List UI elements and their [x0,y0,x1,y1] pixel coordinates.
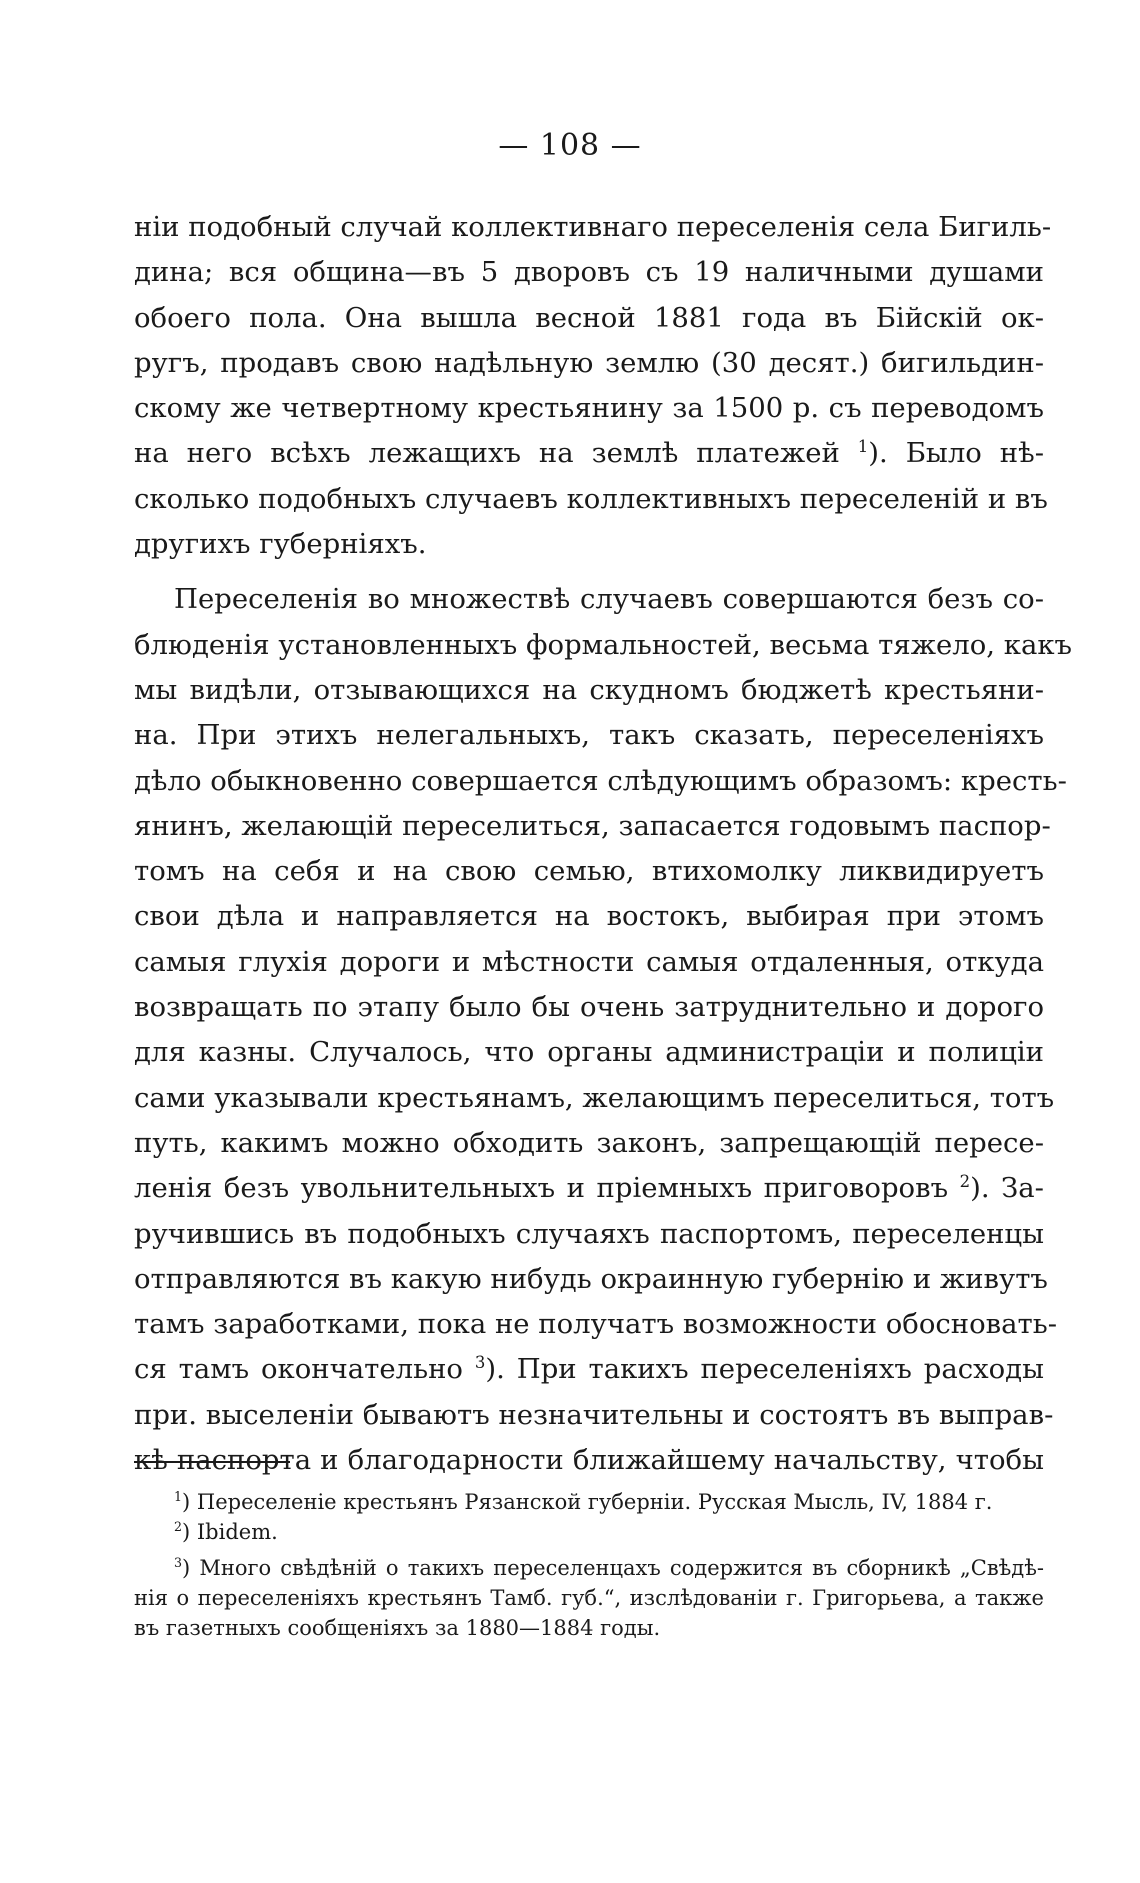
text-line: при. выселенiи бываютъ незначительны и состоятъ въ выправ- [134,1398,1054,1431]
text-line: свои дѣла и направляется на востокъ, выбирая при этомъ [134,900,1044,933]
footnote-ref: 1 [857,437,869,457]
footnote-mark: 3 [174,1555,183,1570]
footnote-text: ) Ibidem. [182,1520,278,1544]
text-line: кѣ паспорта и благодарности ближайшему начальству, чтобы [134,1444,1044,1477]
footnote-divider [134,1461,290,1463]
text-line [134,431,1044,476]
text-line: янинъ, желающiй переселиться, запасается годовымъ паспор- [134,809,1051,842]
text-line [134,1166,1044,1211]
footnote-2 [134,1517,1044,1547]
text-line: скому же четвертному крестьянину за 1500 р. съ переводомъ [134,392,1044,425]
footnote-mark: 2 [174,1519,183,1534]
text-segment: ). За- [970,1172,1044,1205]
text-line: на. При этихъ нелегальныхъ, такъ сказать, переселенiяхъ [134,719,1044,752]
text-segment: ). При такихъ переселенiяхъ расходы [485,1353,1045,1386]
footnote-1 [134,1487,1044,1517]
footnote-3 [134,1553,1044,1583]
text-line: сколько подобныхъ случаевъ коллективныхъ переселенiй и въ [134,482,1048,515]
text-line: дина; вся община—въ 5 дворовъ съ 19 наличными душами [134,256,1044,289]
footnote-ref: 2 [959,1172,971,1192]
footnote-text: ) Много свѣдѣнiй о такихъ переселенцахъ содержится въ сборникѣ „Свѣдѣ- [182,1556,1044,1580]
text-line: нiи подобный случай коллективнаго переселенiя села Бигиль- [134,211,1052,243]
text-line: дѣло обыкновенно совершается слѣдующимъ образомъ: кресть- [134,764,1067,797]
footnote-ref: 3 [474,1353,486,1373]
page-number: — 108 — [498,128,642,163]
text-line: томъ на себя и на свою семью, втихомолку ликвидируетъ [134,855,1044,888]
text-line: путь, какимъ можно обходить законъ, запрещающiй пересе- [134,1126,1044,1159]
text-segment: на него всѣхъ лежащихъ на землѣ платежей [134,437,840,470]
text-line: ручившись въ подобныхъ случаяхъ паспортомъ, переселенцы [134,1217,1044,1250]
text-line: отправляются въ какую нибудь окраинную губернiю и живутъ [134,1262,1048,1295]
text-segment: ся тамъ окончательно [134,1353,463,1386]
text-line: для казны. Случалось, что органы администрацiи и полицiи [134,1036,1044,1069]
text-segment: ленiя безъ увольнительныхъ и прiемныхъ приговоровъ [134,1172,949,1205]
body-text [134,205,1073,1483]
text-line: мы видѣли, отзывающихся на скудномъ бюджетѣ крестьяни- [134,673,1044,706]
text-line: блюденiя установленныхъ формальностей, весьма тяжело, какъ [134,628,1073,661]
text-line [134,1347,1044,1392]
text-line: самыя глухiя дороги и мѣстности самыя отдаленныя, откуда [134,945,1044,978]
text-line: тамъ заработками, пока не получатъ возможности обосновать- [134,1308,1058,1341]
footnote-3-line: въ газетныхъ сообщенiяхъ за 1880—1884 годы. [134,1616,661,1640]
text-line: другихъ губернiяхъ. [134,528,427,561]
text-line: сами указывали крестьянамъ, желающимъ переселиться, тотъ [134,1081,1055,1114]
footnotes [134,1487,1044,1643]
text-line: возвращать по этапу было бы очень затруднительно и дорого [134,991,1044,1024]
text-segment: ). Было нѣ- [868,437,1044,470]
text-line: Переселенiя во множествѣ случаевъ совершаются безъ со- [174,583,1044,616]
text-line: ругъ, продавъ свою надѣльную землю (30 десят.) бигильдин- [134,346,1044,379]
footnote-text: ) Переселенiе крестьянъ Рязанской губернiи. Русская Мысль, IV, 1884 г. [182,1490,993,1514]
text-line: обоего пола. Она вышла весной 1881 года въ Бiйскiй ок- [134,301,1044,334]
footnote-3-line: нiя о переселенiяхъ крестьянъ Тамб. губ.“, изслѣдованiи г. Григорьева, а также [134,1586,1044,1610]
footnote-mark: 1 [174,1489,183,1504]
